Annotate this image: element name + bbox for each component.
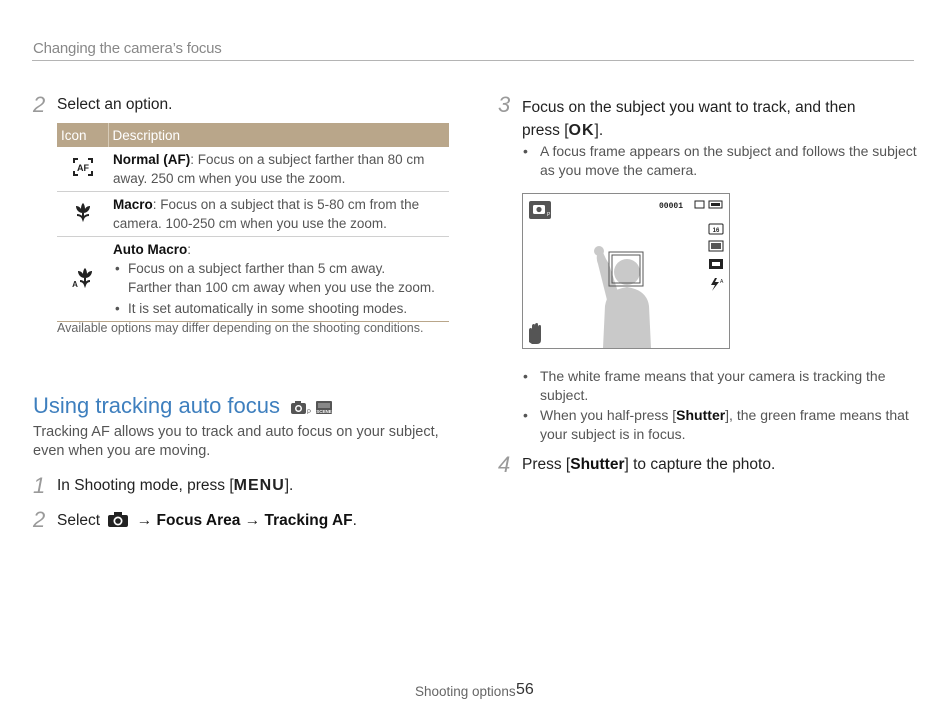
scene-mode-icon — [315, 400, 333, 415]
table-row — [57, 237, 449, 322]
option-description: : Focus on a subject farther than 80 cm away. 250 cm when you use the zoom. — [113, 152, 425, 186]
step-text — [522, 96, 855, 142]
option-description: : Focus on a subject that is 5-80 cm from the camera. 100-250 cm when you use the zoom. — [113, 197, 420, 231]
macro-icon — [73, 202, 93, 222]
step-bullet: • A focus frame appears on the subject and follows the subject as you move the camera. — [522, 142, 928, 180]
table-cell-icon — [57, 237, 108, 322]
table-cell-description — [108, 147, 449, 192]
option-name: Auto Macro — [113, 242, 188, 257]
step-text: Select an option. — [57, 96, 173, 113]
svg-text:AF: AF — [76, 162, 89, 173]
running-header: Changing the camera’s focus — [33, 40, 222, 57]
step-text — [522, 456, 775, 474]
option-name: Normal (AF) — [113, 152, 191, 167]
svg-text:SCENE: SCENE — [316, 409, 332, 414]
menu-button-key: MENU — [233, 477, 285, 494]
step-text-part: ] to capture the photo. — [624, 456, 776, 473]
step-text — [57, 477, 293, 495]
table-cell-icon — [57, 192, 108, 237]
camera-screen-preview — [522, 193, 730, 349]
availability-note: Available options may differ depending on the shooting conditions. — [57, 321, 424, 335]
step-number: 2 — [33, 507, 46, 532]
arrow-separator: → — [136, 512, 153, 529]
bullet-text: Farther than 100 cm away when you use the zoom. — [128, 280, 435, 295]
smart-auto-camera-icon — [290, 400, 310, 415]
page-number: 56 — [516, 681, 534, 698]
shutter-key: Shutter — [570, 456, 625, 473]
resolution-icon — [709, 224, 723, 234]
option-bullet — [113, 259, 445, 297]
svg-text:A: A — [71, 279, 78, 289]
header-divider — [32, 60, 914, 61]
shutter-key: Shutter — [676, 407, 726, 423]
section-intro: Tracking AF allows you to track and auto focus on your subject, even when you are moving. — [33, 424, 439, 459]
mode-icon-camera — [529, 201, 551, 219]
step-text-part: Select — [57, 512, 101, 529]
step-number: 2 — [33, 92, 46, 117]
column-header-icon: Icon — [57, 123, 108, 147]
step-text-part: Press [ — [522, 456, 571, 473]
table-cell-description — [108, 192, 449, 237]
bullet-text-part: When you half-press [ — [540, 407, 677, 423]
menu-path-item: Focus Area — [156, 512, 241, 529]
step-text-part: In Shooting mode, press [ — [57, 477, 234, 494]
subject-silhouette — [594, 246, 651, 348]
focus-options-table — [57, 123, 449, 322]
stabilizer-icon — [529, 323, 541, 344]
menu-path-item: Tracking AF — [264, 512, 353, 529]
table-row — [57, 147, 449, 192]
footer-section-label: Shooting options — [415, 684, 516, 699]
af-normal-icon — [72, 157, 94, 177]
table-header-row — [57, 123, 449, 147]
explanation-bullet — [522, 406, 930, 444]
option-name: Macro — [113, 197, 153, 212]
arrow-separator: → — [244, 512, 261, 529]
explanation-bullet: • The white frame means that your camera is tracking the subject. — [522, 367, 920, 405]
camera-menu-icon — [107, 511, 129, 528]
option-description: : — [187, 242, 192, 257]
section-title: Using tracking auto focus — [33, 393, 281, 418]
svg-text:P: P — [547, 212, 551, 218]
column-header-description: Description — [108, 123, 449, 147]
auto-macro-icon — [71, 266, 95, 288]
step-number: 4 — [498, 452, 511, 477]
flash-icon — [711, 278, 724, 291]
table-cell-description — [108, 237, 449, 322]
step-text-part: press [ — [522, 122, 569, 139]
bullet-text-part: ], the green frame means that your subject is in focus. — [540, 407, 909, 442]
quality-icon — [709, 241, 723, 251]
card-icon — [695, 201, 704, 208]
step-text — [57, 511, 357, 530]
step-text-part: ]. — [594, 122, 604, 139]
bullet-text: Focus on a subject farther than 5 cm away. — [128, 261, 386, 276]
step-number: 1 — [33, 473, 46, 498]
option-bullet — [113, 299, 445, 318]
table-cell-icon — [57, 147, 108, 192]
step-text-part: . — [352, 512, 357, 529]
bullet-text: It is set automatically in some shooting modes. — [128, 301, 408, 316]
svg-text:00001: 00001 — [659, 202, 684, 211]
step-text-part: ]. — [284, 477, 294, 494]
step-number: 3 — [498, 92, 511, 117]
step-text-line: Focus on the subject you want to track, and then — [522, 99, 856, 116]
ok-button-key: OK — [568, 122, 595, 139]
svg-text:16: 16 — [712, 228, 720, 234]
battery-icon — [709, 201, 722, 208]
svg-text:P: P — [307, 410, 312, 416]
step-text-line — [522, 119, 855, 142]
metering-icon — [709, 259, 723, 269]
table-row — [57, 192, 449, 237]
svg-text:A: A — [720, 279, 724, 285]
